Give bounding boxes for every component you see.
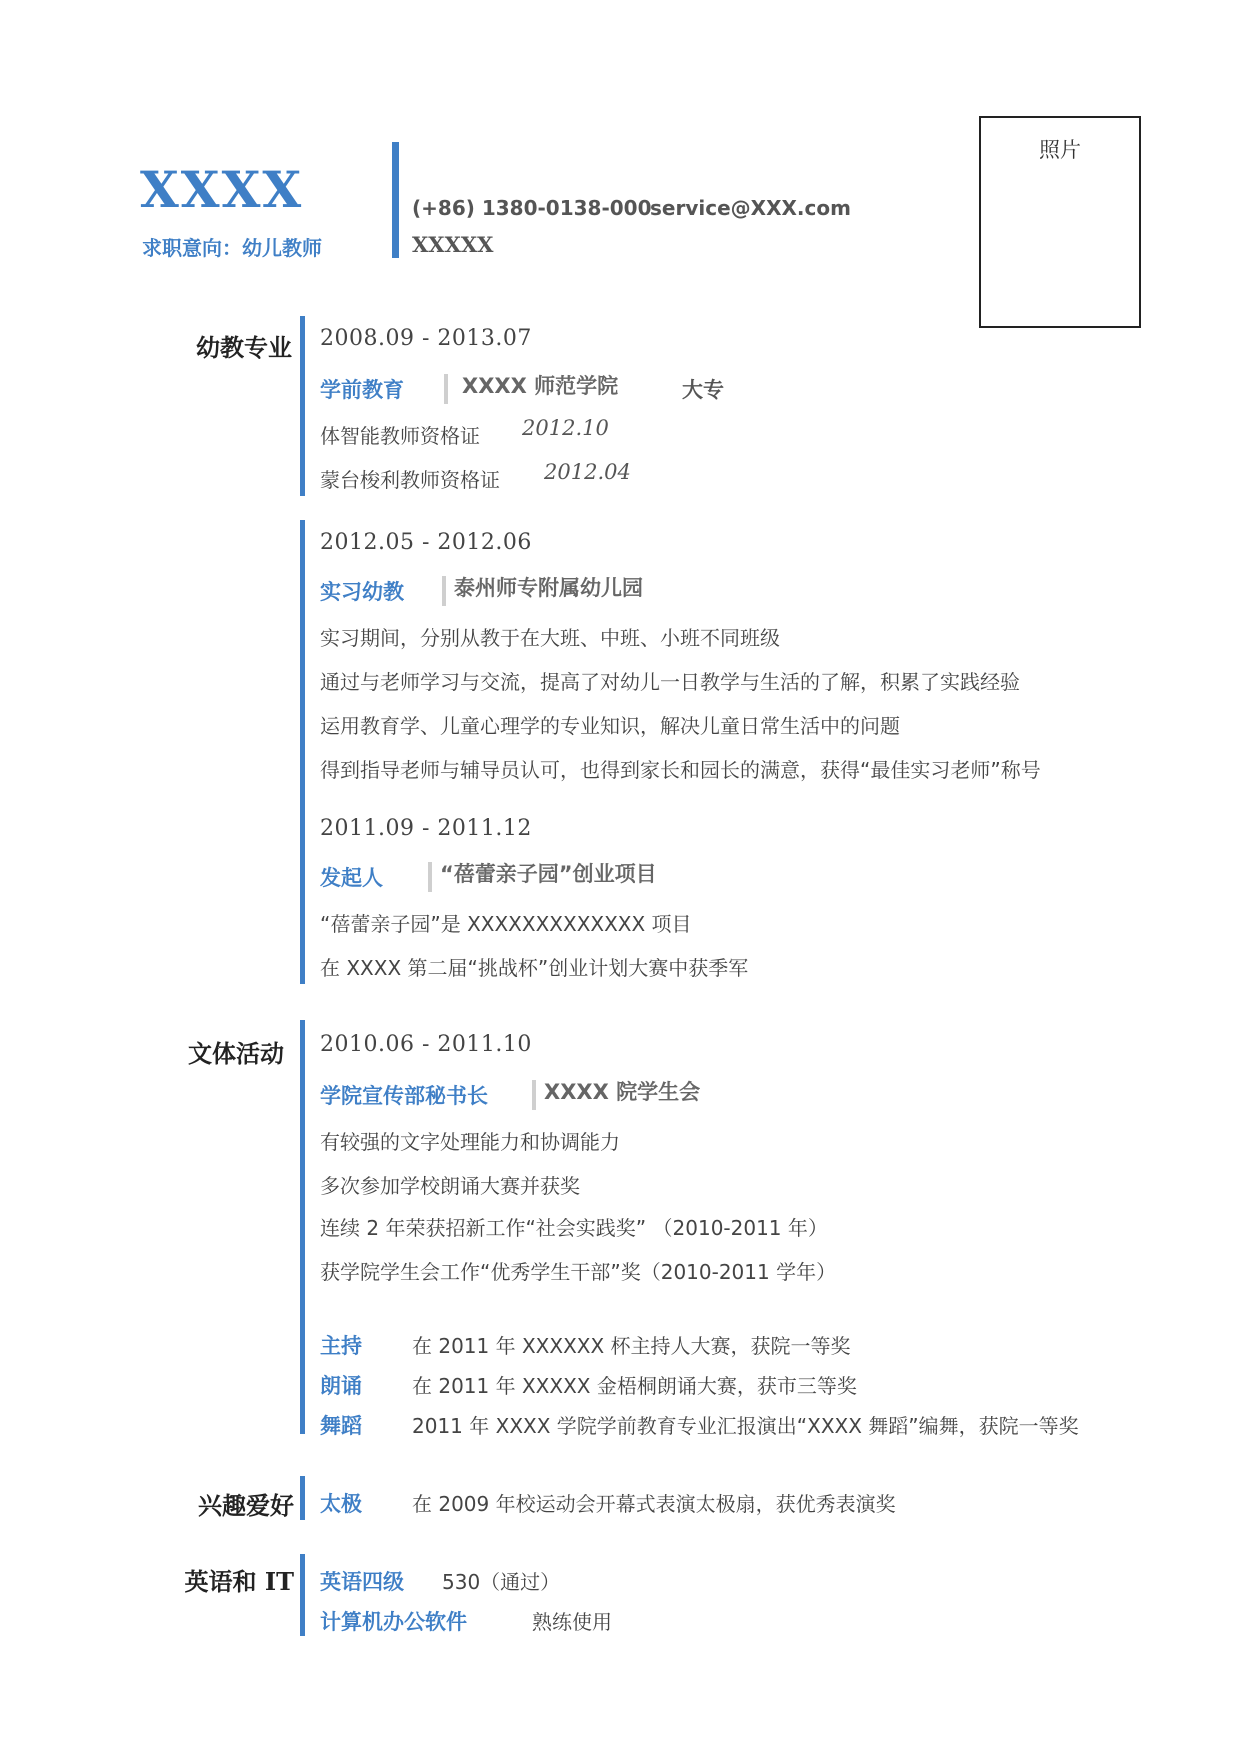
education-degree: 大专 [682,378,724,402]
education-school-wrap [444,370,618,404]
experience-line: 得到指导老师与辅导员认可，也得到家长和园长的满意，获得“最佳实习老师”称号 [320,758,1041,782]
skill-text: 熟练使用 [532,1610,612,1634]
experience-org-wrap [442,572,643,606]
experience-date: 2012.05 - 2012.06 [320,530,532,555]
job-objective: 求职意向：幼儿教师 [142,236,322,260]
skill-label: 计算机办公软件 [320,1610,467,1634]
section-bar-activities [300,1020,305,1434]
photo-label: 照片 [1039,138,1081,162]
award-label: 舞蹈 [320,1414,362,1438]
experience-org-wrap [428,858,657,892]
experience-date: 2011.09 - 2011.12 [320,816,532,841]
award-label: 主持 [320,1334,362,1358]
header-divider [392,142,399,258]
education-date: 2008.09 - 2013.07 [320,326,532,351]
divider-mark [442,576,446,606]
award-text: 2011 年 XXXX 学院学前教育专业汇报演出“XXXX 舞蹈”编舞，获院一等奖 [412,1414,1079,1438]
section-bar-skills [300,1554,305,1636]
address: XXXXX [412,232,494,257]
activities-line: 有较强的文字处理能力和协调能力 [320,1130,620,1154]
section-bar-education [300,316,305,496]
skill-text: 530（通过） [442,1570,561,1594]
education-school: XXXX 师范学院 [462,374,619,398]
experience-line: 运用教育学、儿童心理学的专业知识，解决儿童日常生活中的问题 [320,714,900,738]
activities-line: 获学院学生会工作“优秀学生干部”奖（2010-2011 学年） [320,1260,837,1284]
experience-line: 实习期间，分别从教于在大班、中班、小班不同班级 [320,626,780,650]
section-title-activities: 文体活动 [188,1040,284,1068]
section-title-hobbies: 兴趣爱好 [198,1492,294,1520]
cert-name: 体智能教师资格证 [320,424,480,448]
section-title-education: 幼教专业 [196,334,292,362]
phone-number: (+86) 1380-0138-000 [412,196,652,220]
experience-role: 发起人 [320,866,383,890]
experience-org: 泰州师专附属幼儿园 [454,576,643,600]
experience-org: “蓓蕾亲子园”创业项目 [440,862,657,886]
email-address: service@XXX.com [650,196,851,220]
cert-date: 2012.04 [544,460,631,484]
experience-line: 通过与老师学习与交流，提高了对幼儿一日教学与生活的了解，积累了实践经验 [320,670,1020,694]
education-major: 学前教育 [320,378,404,402]
hobby-label: 太极 [320,1492,362,1516]
activities-line: 多次参加学校朗诵大赛并获奖 [320,1174,580,1198]
activities-org-wrap [532,1076,700,1110]
candidate-name: XXXX [140,160,304,219]
award-text: 在 2011 年 XXXXXX 杯主持人大赛，获院一等奖 [412,1334,851,1358]
section-bar-hobbies [300,1476,305,1520]
hobby-text: 在 2009 年校运动会开幕式表演太极扇，获优秀表演奖 [412,1492,896,1516]
award-text: 在 2011 年 XXXXX 金梧桐朗诵大赛，获市三等奖 [412,1374,857,1398]
award-label: 朗诵 [320,1374,362,1398]
experience-line: “蓓蕾亲子园”是 XXXXXXXXXXXXX 项目 [320,912,692,936]
divider-mark [428,862,432,892]
cert-date: 2012.10 [522,416,609,440]
divider-mark [532,1080,536,1110]
section-title-skills: 英语和 IT [184,1567,294,1596]
activities-org: XXXX 院学生会 [544,1080,701,1104]
cert-name: 蒙台梭利教师资格证 [320,468,500,492]
skill-label: 英语四级 [320,1570,404,1594]
activities-line: 连续 2 年荣获招新工作“社会实践奖” （2010-2011 年） [320,1216,828,1240]
activities-date: 2010.06 - 2011.10 [320,1032,532,1057]
photo-box [979,116,1141,328]
section-bar-experience [300,520,305,984]
activities-role: 学院宣传部秘书长 [320,1084,488,1108]
experience-role: 实习幼教 [320,580,404,604]
experience-line: 在 XXXX 第二届“挑战杯”创业计划大赛中获季军 [320,956,749,980]
divider-mark [444,374,448,404]
